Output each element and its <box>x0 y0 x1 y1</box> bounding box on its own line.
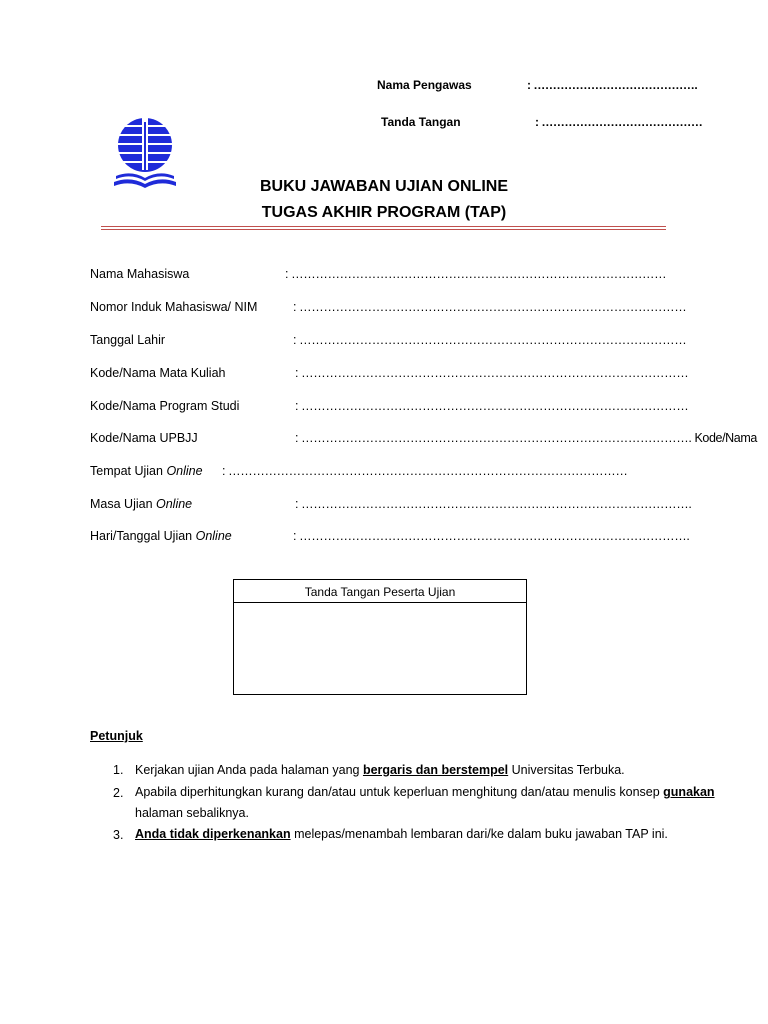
instruction-text: Apabila diperhitungkan kurang dan/atau untuk keperluan menghitung dan/atau menulis konsep <box>135 785 664 799</box>
exam-period-field[interactable]: : ……………………………………………………………………………………. <box>295 497 692 511</box>
instruction-text-end: melepas/menambah lembaran dari/ke dalam buku jawaban TAP ini. <box>290 827 668 841</box>
upbjj-label: Kode/Nama UPBJJ <box>90 431 198 445</box>
student-id-field[interactable]: : …………………………………………………………………………………… <box>293 300 687 314</box>
instruction-number: 3. <box>113 828 124 842</box>
instruction-number: 1. <box>113 763 124 777</box>
upbjj-field[interactable]: : ……………………………………………………………………………………. Kode/Nama <box>295 431 757 445</box>
participant-signature-area[interactable] <box>234 603 526 694</box>
course-code-label: Kode/Nama Mata Kuliah <box>90 366 226 380</box>
instruction-text-end: Universitas Terbuka. <box>508 763 625 777</box>
supervisor-name-field[interactable]: : ……………………………………. <box>527 78 698 92</box>
birth-date-field[interactable]: : …………………………………………………………………………………… <box>293 333 687 347</box>
instruction-text: Kerjakan ujian Anda pada halaman yang <box>135 763 363 777</box>
instruction-item <box>135 782 733 824</box>
supervisor-signature-field[interactable]: : …………………………………… <box>535 115 703 129</box>
exam-place-field[interactable]: : ……………………………………………………………………………………… <box>222 464 628 478</box>
course-code-field[interactable]: : …………………………………………………………………………………… <box>295 366 689 380</box>
title-divider <box>101 226 666 227</box>
study-program-field[interactable]: : …………………………………………………………………………………… <box>295 399 689 413</box>
participant-signature-box <box>233 579 527 695</box>
instruction-text-end: halaman sebaliknya. <box>135 806 249 820</box>
instruction-item <box>135 824 735 845</box>
instruction-number: 2. <box>113 786 124 800</box>
birth-date-label: Tanggal Lahir <box>90 333 166 347</box>
exam-place-label-online: Online <box>166 464 203 478</box>
exam-date-label-text: Hari/Tanggal Ujian <box>90 529 196 543</box>
document-subtitle: TUGAS AKHIR PROGRAM (TAP) <box>261 204 507 221</box>
student-name-label: Nama Mahasiswa <box>90 267 190 281</box>
instruction-emphasis: Anda tidak diperkenankan <box>135 827 291 841</box>
document-title: BUKU JAWABAN UJIAN ONLINE <box>259 178 508 195</box>
supervisor-signature-label: Tanda Tangan <box>381 115 461 129</box>
exam-date-label-online: Online <box>195 529 232 543</box>
instruction-emphasis: bergaris dan berstempel <box>362 763 509 777</box>
study-program-label: Kode/Nama Program Studi <box>90 399 240 413</box>
exam-period-label <box>90 497 192 511</box>
exam-period-label-text: Masa Ujian <box>90 497 156 511</box>
exam-place-label <box>90 464 203 478</box>
instruction-item <box>135 760 735 781</box>
participant-signature-header: Tanda Tangan Peserta Ujian <box>234 580 526 603</box>
student-id-label: Nomor Induk Mahasiswa/ NIM <box>90 300 258 314</box>
exam-date-label <box>90 529 232 543</box>
student-name-field[interactable]: : ………………………………………………………………………………… <box>285 267 667 281</box>
exam-place-label-text: Tempat Ujian <box>90 464 167 478</box>
supervisor-name-label: Nama Pengawas <box>377 78 472 92</box>
instruction-emphasis: gunakan <box>663 785 715 799</box>
exam-date-field[interactable]: : ……………………………………………………………………………………. <box>293 529 690 543</box>
instructions-heading: Petunjuk <box>90 729 143 743</box>
title-divider-secondary <box>101 229 666 230</box>
exam-period-label-online: Online <box>156 497 193 511</box>
